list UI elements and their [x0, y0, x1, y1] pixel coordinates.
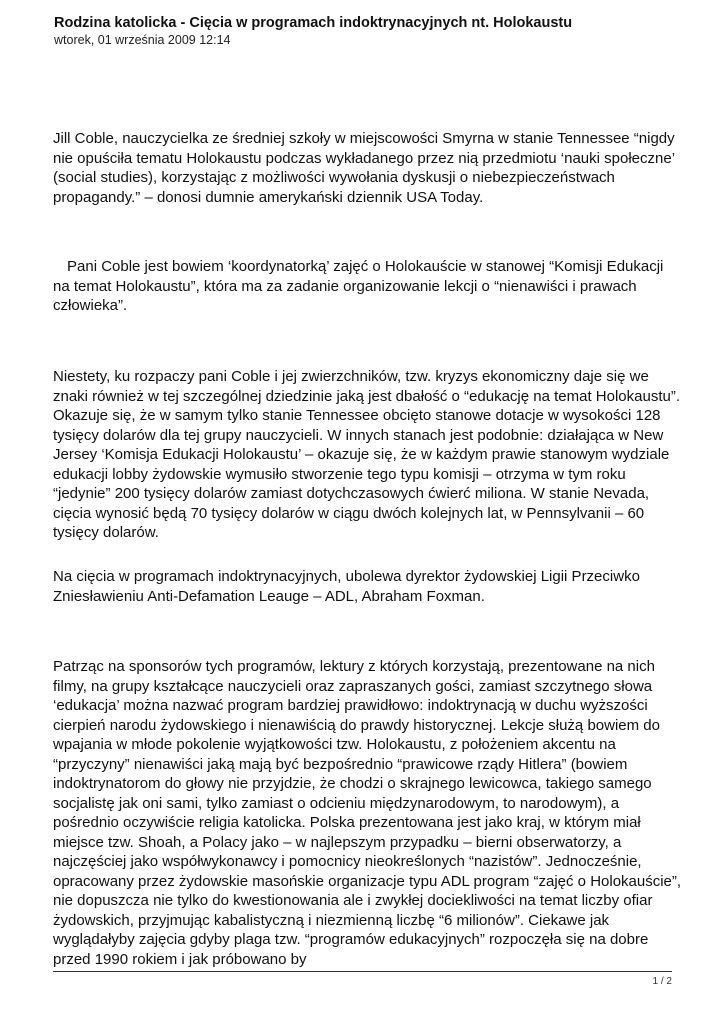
article-paragraph-2-text: Pani Coble jest bowiem ‘koordynatorką’ zajęć o Holokauście w stanowej “Komisji Edukacji na temat Holokaustu”, która ma za zadanie organizowanie lekcji o “nienawiści i prawach człowieka”.	[53, 258, 664, 314]
page-number: 1 / 2	[652, 976, 672, 987]
article-paragraph-2	[53, 257, 683, 316]
article-paragraph-3: Niestety, ku rozpaczy pani Coble i jej zwierzchników, tzw. kryzys ekonomiczny daje się we znaki również w tej szczególnej dziedzinie jaką jest dbałość o “edukację na temat Holokaustu”. Okazuje się, że w samym tylko stanie Tennessee obcięto stanowe dotacje w wysokości 128 tysięcy dolarów dla tej grupy nauczycieli. W innych stanach jest podobnie: działająca w New Jersey ‘Komisja Edukacji Holokaustu’ – okazuje się, że w każdym prawie stanowym wydziale edukacji lobby żydowskie wymusiło stworzenie tego typu komisji – otrzyma w tym roku “jedynie” 200 tysięcy dolarów zamiast dotychczasowych ćwierć miliona. W stanie Nevada, cięcia wynosić będą 70 tysięcy dolarów w ciągu dwóch kolejnych lat, w Pennsylvanii – 60 tysięcy dolarów.	[53, 368, 680, 541]
article-title: Rodzina katolicka - Cięcia w programach indoktrynacyjnych nt. Holokaustu	[54, 15, 573, 31]
publication-date: wtorek, 01 września 2009 12:14	[54, 33, 231, 47]
document-header	[54, 14, 684, 48]
footer-divider	[53, 971, 672, 972]
article-paragraph-1: Jill Coble, nauczycielka ze średniej szkoły w miejscowości Smyrna w stanie Tennessee “nigdy nie opuściła tematu Holokaustu podczas wykładanego przez nią przedmiotu ‘nauki społeczne’ (social studies), korzystając z możliwości wywołania dyskusji o niebezpieczeństwach propagandy.” – donosi dumnie amerykański dziennik USA Today.	[53, 130, 675, 206]
article-paragraph-4: Na cięcia w programach indoktrynacyjnych, ubolewa dyrektor żydowskiej Ligii Przeciwko Zniesławieniu Anti-Defamation Leauge – ADL, Abraham Foxman.	[53, 568, 640, 605]
article-paragraph-5: Patrząc na sponsorów tych programów, lektury z których korzystają, prezentowane na nich filmy, na grupy kształcące nauczycieli oraz zapraszanych gości, zamiast szczytnego słowa ‘edukacja’ można nazwać program bardziej prawidłowo: indoktrynacją w duchu wyższości cierpień narodu żydowskiego i nienawiścią do prawdy historycznej. Lekcje służą bowiem do wpajania w młode pokolenie wyjątkowości tzw. Holokaustu, z położeniem akcentu na “przyczyny” nienawiści jaką mają być bezpośrednio “prawicowe rządy Hitlera” (bowiem indoktrynatorom do głowy nie przyjdzie, że chodzi o skrajnego lewicowca, takiego samego socjalistę jak oni sami, tylko zamiast o odcieniu międzynarodowym, to narodowym), a pośrednio oczywiście religia katolicka. Polska prezentowana jest jako kraj, w którym miał miejsce tzw. Shoah, a Polacy jako – w najlepszym przypadku – bierni obserwatorzy, a najczęściej jako współwykonawcy i pomocnicy nieokreślonych “nazistów”. Jednocześnie, opracowany przez żydowskie masońskie organizacje typu ADL program “zajęć o Holokauście”, nie dopuszcza nie tylko do kwestionowania ale i zwykłej dociekliwości na temat liczby ofiar żydowskich, przyjmując kabalistyczną i niezmienną liczbę “6 milionów”. Ciekawe jak wyglądałyby zajęcia gdyby plaga tzw. “programów edukacyjnych” rozpoczęła się na dobre przed 1990 rokiem i jak próbowano by	[53, 658, 682, 968]
